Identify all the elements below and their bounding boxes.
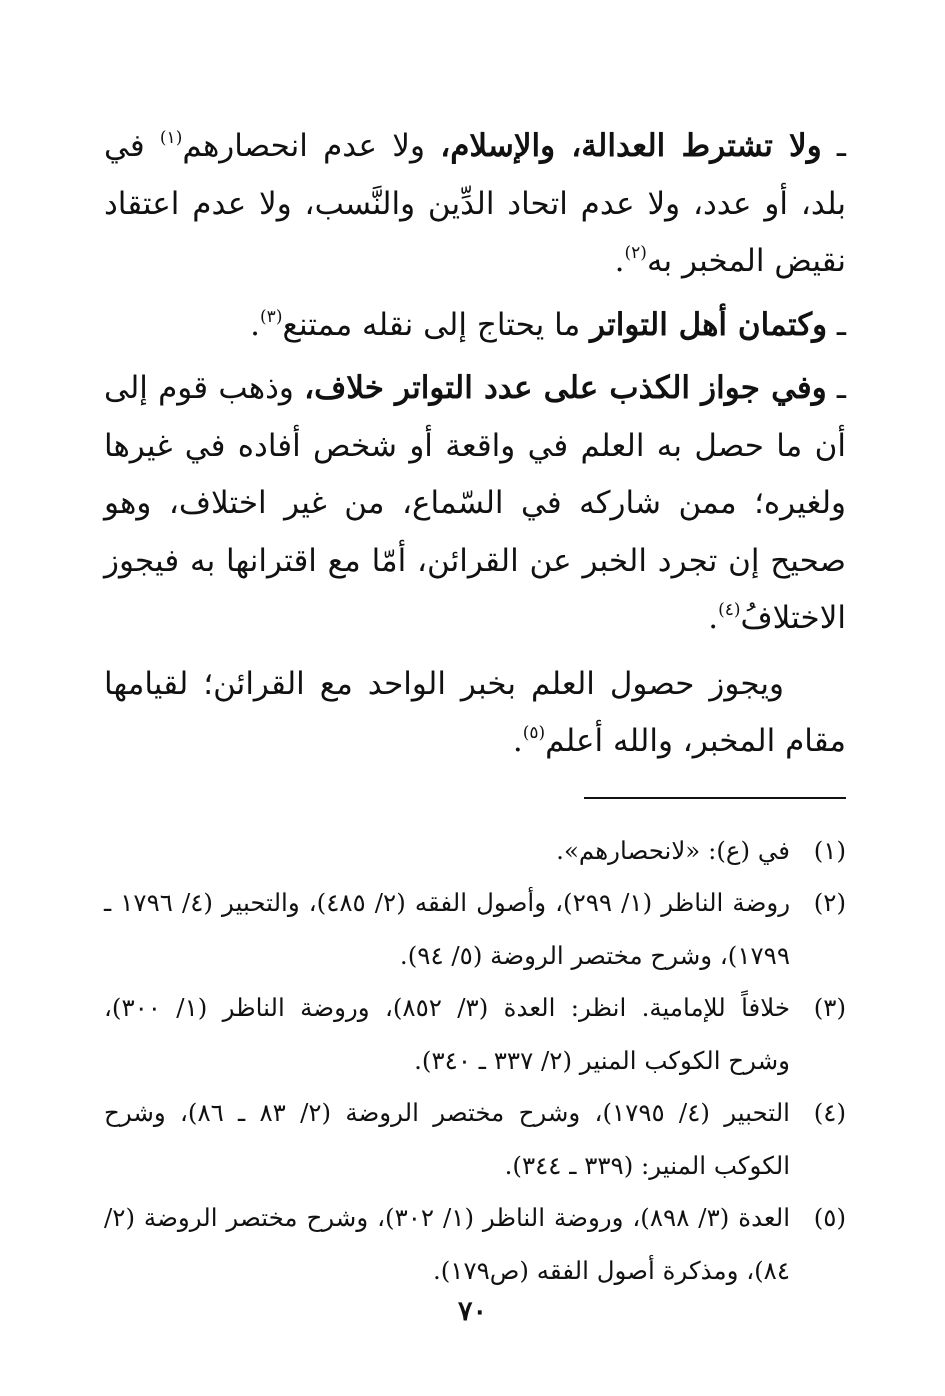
footnote-ref-1[interactable]: (١) <box>159 128 183 148</box>
footnote-number: (٣) <box>813 993 846 1022</box>
paragraph-concealment <box>104 297 846 355</box>
bold-heading: أهل التواتر <box>590 306 738 343</box>
footnote-ref-3[interactable]: (٣) <box>260 306 283 327</box>
footnote-4 <box>104 1087 846 1192</box>
footnote-5 <box>104 1192 846 1297</box>
footnote-text: التحبير (٤/ ١٧٩٥)، وشرح مختصر الروضة (٢/ ٨٣ ـ ٨٦)، وشرح الكوكب المنير: (٣٣٩ ـ ٣٤٤). <box>104 1098 790 1180</box>
footnote-text: خلافاً للإمامية. انظر: العدة (٣/ ٨٥٢)، وروضة الناظر (١/ ٣٠٠)، وشرح الكوكب المنير (٢/ ٣٣٧ ـ ٣٤٠). <box>104 993 791 1075</box>
footnote-1 <box>104 825 846 878</box>
bold-heading: وكتمان <box>737 306 828 343</box>
paragraph-text: ولا عدم انحصارهم <box>182 128 441 164</box>
footnotes <box>104 825 846 1298</box>
footnote-number: (٢) <box>813 888 846 917</box>
paragraph-text: في بلد، أو عدد، ولا عدم اتحاد الدِّين والنَّسب، ولا عدم اعتقاد نقيض المخبر به <box>104 128 847 279</box>
paragraph-text: وذهب قوم إلى أن ما حصل به العلم في واقعة أو شخص أفاده في غيرها ولغيره؛ ممن شاركه في السّماع، من غير اختلاف، وهو صحيح إن تجرد الخبر عن القرائن، أمّا مع اقترانها به فيجوز الاختلافُ <box>104 370 846 636</box>
page-number: ٧٠ <box>457 1296 487 1327</box>
paragraph-text: ما يحتاج إلى نقله ممتنع <box>282 306 591 343</box>
footnote-ref-2[interactable]: (٢) <box>624 243 647 263</box>
paragraph-lying <box>104 360 846 648</box>
paragraph-end: . <box>512 723 523 759</box>
book-page <box>104 118 846 1297</box>
paragraph-end: . <box>250 306 261 343</box>
footnote-text: العدة (٣/ ٨٩٨)، وروضة الناظر (١/ ٣٠٢)، وشرح مختصر الروضة (٢/ ٨٤)، ومذكرة أصول الفقه (ص١٧٩). <box>104 1203 791 1285</box>
footnote-2 <box>104 877 846 982</box>
footnote-number: (٥) <box>813 1203 846 1232</box>
main-text <box>104 118 846 771</box>
footnote-text: روضة الناظر (١/ ٢٩٩)، وأصول الفقه (٢/ ٤٨٥)، والتحبير (٤/ ١٧٩٦ ـ ١٧٩٩)، وشرح مختصر الروضة (٥/ ٩٤). <box>104 888 791 970</box>
footnote-ref-5[interactable]: (٥) <box>522 723 546 743</box>
dash: ـ <box>826 370 846 406</box>
footnote-3 <box>104 982 846 1087</box>
paragraph-end: . <box>708 600 719 636</box>
footnote-number: (١) <box>813 835 846 865</box>
dash: ـ <box>821 128 847 164</box>
paragraph-text: ويجوز حصول العلم بخبر الواحد مع القرائن؛ لقيامها مقام المخبر، والله أعلم <box>104 665 846 759</box>
paragraph-conditions <box>104 118 846 291</box>
bold-heading: وفي جواز الكذب على عدد التواتر خلاف، <box>304 370 827 406</box>
dash: ـ <box>827 306 846 343</box>
footnote-text: في (ع): «لانحصارهم». <box>556 835 790 865</box>
footnote-number: (٤) <box>813 1098 846 1127</box>
paragraph-single-report <box>104 656 846 771</box>
bold-heading: ولا تشترط العدالة، والإسلام، <box>440 128 822 164</box>
footnote-separator <box>584 797 846 799</box>
paragraph-end: . <box>614 243 625 279</box>
footnote-ref-4[interactable]: (٤) <box>718 600 741 620</box>
